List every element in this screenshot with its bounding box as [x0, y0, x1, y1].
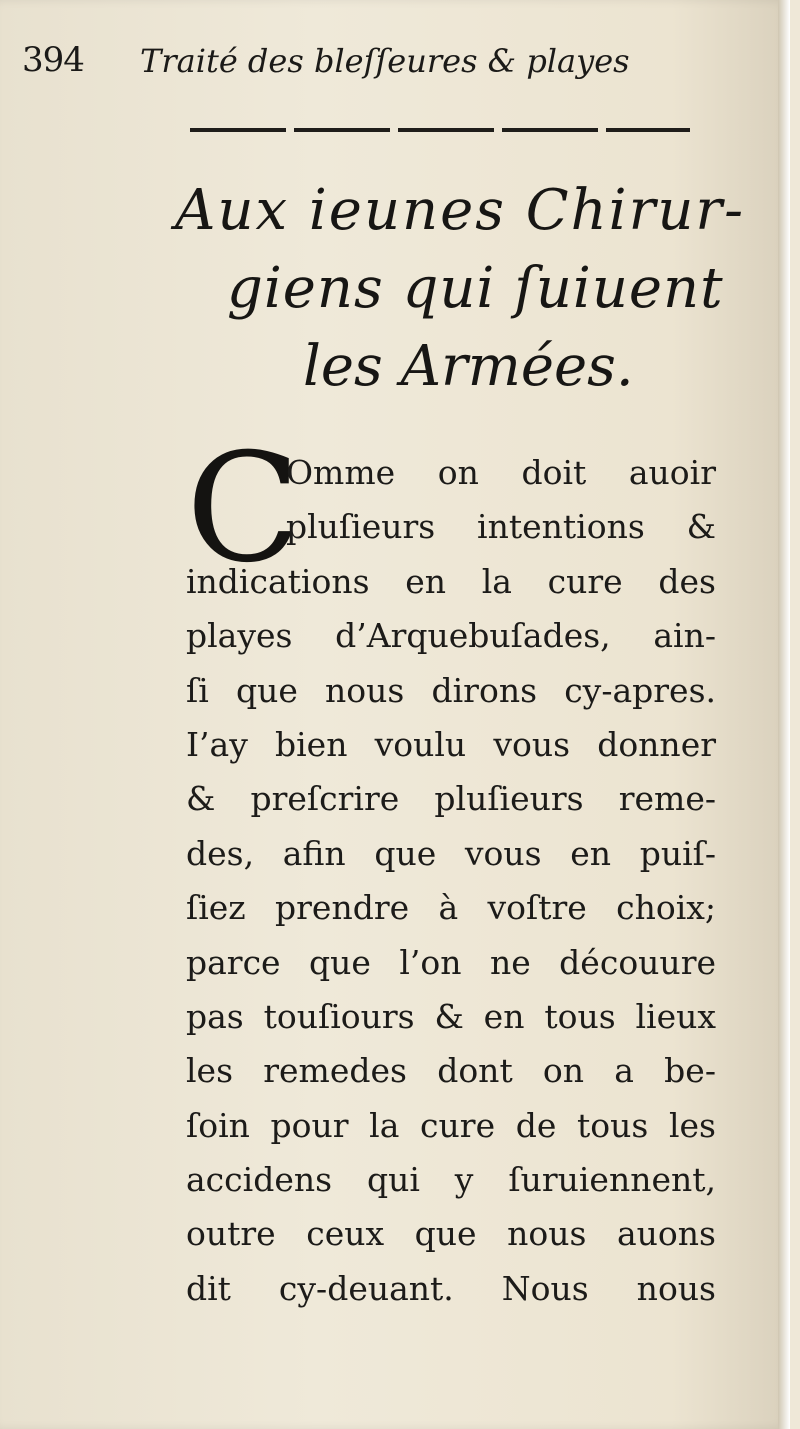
text-line: indications en la cure des [186, 561, 716, 601]
chapter-heading [175, 172, 746, 406]
text-line: les remedes dont on a be- [186, 1051, 716, 1091]
text-line: pluſieurs intentions & [286, 507, 716, 547]
text-line: dit cy-deuant. Nous nous [186, 1268, 716, 1308]
running-title: Traité des bleſſeures & playes [140, 42, 630, 80]
text-line: pas touſiours & en tous lieux [186, 996, 716, 1036]
heading-line: giens qui ſuiuent [227, 256, 724, 321]
page-edge [778, 0, 790, 1429]
text-line: ſi que nous dirons cy-apres. [186, 670, 716, 710]
text-line: ſiez prendre à voſtre choix; [186, 888, 716, 928]
drop-cap: C [186, 422, 301, 596]
text-line: & preſcrire pluſieurs reme- [186, 779, 716, 819]
dashed-rule [190, 128, 690, 132]
heading-line: Aux ieunes Chirur- [175, 178, 746, 243]
body-paragraph [186, 446, 716, 1316]
text-line: parce que l’on ne découure [186, 942, 716, 982]
text-line: outre ceux que nous auons [186, 1214, 716, 1254]
text-line: playes d’Arquebuſades, ain- [186, 616, 716, 656]
text-line: ſoin pour la cure de tous les [186, 1105, 716, 1145]
text-line: I’ay bien voulu vous donner [186, 724, 716, 764]
text-line: des, afin que vous en puiſ- [186, 833, 716, 873]
running-head [22, 40, 722, 100]
heading-line: les Armées. [303, 334, 634, 399]
page-number: 394 [22, 40, 84, 80]
text-line: Omme on doit auoir [286, 453, 716, 492]
text-line: accidens qui y ſuruiennent, [186, 1160, 716, 1200]
